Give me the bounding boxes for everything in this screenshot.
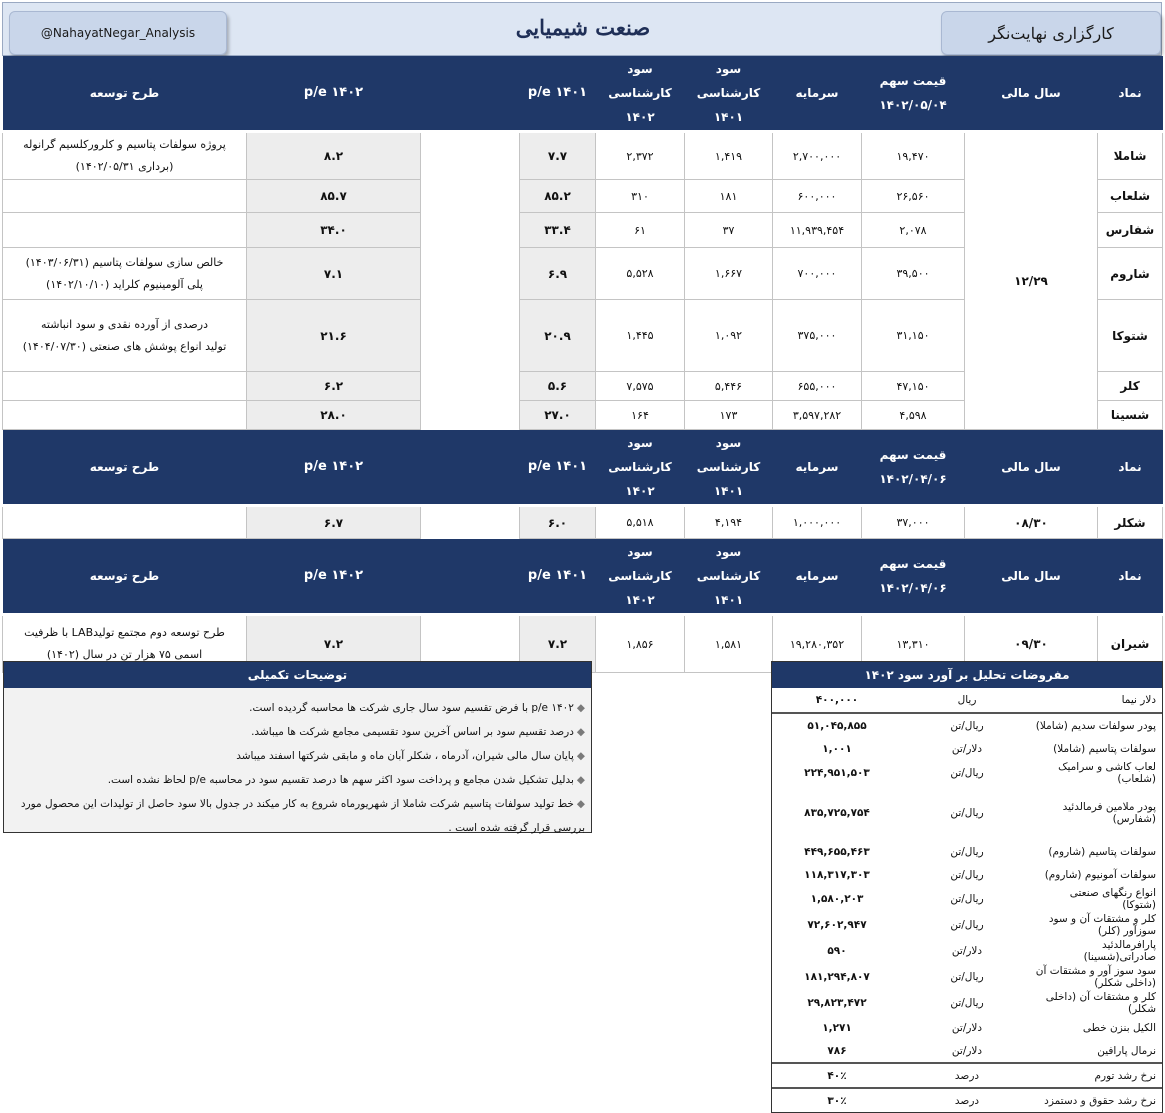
capital-cell: ۳,۵۹۷,۲۸۲ [773,401,862,430]
assumption-unit: درصد [902,1063,1032,1088]
header-line: سود کارشناسی [696,62,761,100]
header-eps-1401 [685,430,773,506]
gap-cell [421,401,520,430]
assumptions-title: مفروضات تحلیل بر آورد سود ۱۴۰۲ [772,662,1162,688]
header-line: طرح توسعه [89,86,160,100]
assumption-label: پارافرمالدئید صادراتی(شسینا) [1083,939,1156,963]
pe-1401-cell: ۵.۶ [520,372,596,401]
header-line: قیمت سهم [879,557,947,571]
header-pe-1402 [247,56,421,132]
capital-cell: ۶۰۰,۰۰۰ [773,180,862,213]
note-text: پایان سال مالی شیران، آدرماه ، شکلر آبان ماه و مابقی شرکتها اسفند میباشد [236,750,574,762]
eps-1402-cell: ۲,۳۷۲ [596,132,685,180]
table-header-row [3,56,1163,132]
eps-1402-cell: ۵,۵۲۸ [596,248,685,300]
valuation-table [2,56,1163,673]
gap-cell [421,248,520,300]
header-gap [421,539,520,615]
assumption-label: سولفات آمونیوم (شاروم) [1044,868,1156,881]
assumption-value: ۴۰٪ [772,1063,902,1088]
assumption-unit: دلار/تن [951,742,983,755]
header-gap [421,56,520,132]
header-pe-1402 [247,539,421,615]
note-text: درصد تقسیم سود بر اساس آخرین سود تقسیمی مجامع شرکت ها میباشد. [251,726,574,738]
gap-cell [421,372,520,401]
eps-1401-cell: ۱,۶۶۷ [685,248,773,300]
header-line: p/e ۱۴۰۱ [527,85,588,100]
header-line: p/e ۱۴۰۲ [303,85,364,100]
plan-cell [3,401,247,430]
header-line: سرمایه [795,569,839,583]
assumption-unit: ریال/تن [950,845,984,858]
assumption-label: نرخ رشد تورم [1032,1063,1162,1088]
note-item [10,792,585,840]
capital-cell: ۳۷۵,۰۰۰ [773,300,862,372]
plan-line: پروژه سولفات پتاسیم و کلرورکلسیم گرانوله [23,138,226,151]
bullet-icon: ◆ [576,798,585,810]
header-line: نماد [1118,86,1142,100]
header-line: سود کارشناسی [608,545,672,583]
header-line: سرمایه [795,86,839,100]
eps-1401-cell: ۳۷ [685,213,773,248]
assumption-label: پودر ملامین فرمالدئید (شفارس) [1062,801,1156,825]
header-line: ۱۴۰۲ [625,484,655,498]
symbol-cell: شکلر [1098,506,1163,539]
pe-1402-cell: ۲۸.۰ [247,401,421,430]
price-cell: ۳۱,۱۵۰ [862,300,965,372]
assumption-row [772,713,1162,737]
header-line: طرح توسعه [89,460,160,474]
plan-line: پلی آلومینیوم کلراید (۱۴۰۲/۱۰/۱۰) [46,277,203,291]
bullet-icon: ◆ [576,702,585,714]
assumption-row [772,760,1162,786]
symbol-cell: شیران [1098,615,1163,673]
assumption-label: نرخ رشد حقوق و دستمزد [1032,1088,1162,1112]
pe-1401-cell: ۲۰.۹ [520,300,596,372]
header-line: ۱۴۰۲/۰۴/۰۶ [879,581,947,595]
assumption-value: ۵۹۰ [827,945,847,957]
plan-cell [3,300,247,372]
capital-cell: ۱,۰۰۰,۰۰۰ [773,506,862,539]
assumption-value: ۱,۵۸۰,۲۰۳ [810,893,864,905]
fiscal-year-cell: ۰۹/۳۰ [965,615,1098,673]
assumption-unit: ریال/تن [950,719,984,732]
assumption-label: نرمال پارافین [1097,1044,1156,1057]
header-line: سود کارشناسی [608,62,672,100]
assumption-label: لعاب کاشی و سرامیک (شلعاب) [1058,761,1156,785]
header-eps-1401 [685,539,773,615]
header-line: p/e ۱۴۰۲ [303,568,364,583]
eps-1401-cell: ۱۸۱ [685,180,773,213]
header-fiscal-year [965,56,1098,132]
eps-1401-cell: ۱,۴۱۹ [685,132,773,180]
assumption-label: سود سوز آور و مشتقات آن (داخلی شکلر) [1035,965,1156,989]
pe-1402-cell: ۶.۷ [247,506,421,539]
pe-1401-cell: ۶.۰ [520,506,596,539]
assumption-unit: ریال/تن [950,919,984,931]
price-cell: ۲۶,۵۶۰ [862,180,965,213]
plan-line: (برداری ۱۴۰۲/۰۵/۳۱) [75,160,174,173]
assumption-label: سولفات پتاسیم (شاروم) [1048,845,1156,858]
header-line: ۱۴۰۲/۰۴/۰۶ [879,472,947,486]
header-line: p/e ۱۴۰۲ [303,459,364,474]
capital-cell: ۷۰۰,۰۰۰ [773,248,862,300]
pe-1402-cell: ۲۱.۶ [247,300,421,372]
gap-cell [421,132,520,180]
assumption-row [772,990,1162,1016]
header-line: ۱۴۰۲ [625,110,655,124]
header-capital [773,56,862,132]
header-pe-1401 [520,56,596,132]
symbol-cell: کلر [1098,372,1163,401]
header-line: سال مالی [1001,460,1061,474]
header-fiscal-year [965,430,1098,506]
assumption-row [772,1016,1162,1039]
pe-1401-cell: ۲۷.۰ [520,401,596,430]
header-fiscal-year [965,539,1098,615]
assumption-value: ۴۰۰,۰۰۰ [772,688,902,713]
price-cell: ۳۷,۰۰۰ [862,506,965,539]
symbol-cell: شاروم [1098,248,1163,300]
pe-1401-cell: ۷.۷ [520,132,596,180]
plan-cell [3,213,247,248]
assumption-unit: ریال [902,688,1032,713]
assumption-label: پودر سولفات سدیم (شاملا) [1035,719,1156,732]
header-line: نماد [1118,569,1142,583]
header-line: قیمت سهم [879,448,947,462]
assumption-value: ۱,۲۷۱ [822,1021,852,1034]
bullet-icon: ◆ [576,774,585,786]
eps-1402-cell: ۱,۴۴۵ [596,300,685,372]
header-eps-1401 [685,56,773,132]
assumption-value: ۷۲,۶۰۲,۹۴۷ [807,919,867,931]
pe-1402-cell: ۶.۲ [247,372,421,401]
symbol-cell: شفارس [1098,213,1163,248]
assumption-value: ۱۸۱,۲۹۴,۸۰۷ [804,971,870,983]
eps-1402-cell: ۷,۵۷۵ [596,372,685,401]
plan-cell [3,248,247,300]
assumption-unit: دلار/تن [951,1021,983,1034]
header-line: p/e ۱۴۰۱ [527,568,588,583]
assumption-row [772,786,1162,840]
assumption-unit: ریال/تن [950,971,984,983]
header-pe-1401 [520,539,596,615]
notes-box [3,661,592,833]
header-line: ۱۴۰۱ [713,593,744,607]
assumption-row [772,840,1162,863]
assumption-row [772,688,1162,713]
plan-cell [3,132,247,180]
gap-cell [421,180,520,213]
eps-1402-cell: ۳۱۰ [596,180,685,213]
plan-line: طرح توسعه دوم مجتمع تولیدLAB با ظرفیت [24,626,225,639]
plan-line: درصدی از آورده نقدی و سود انباشته [41,317,208,331]
pe-1401-cell: ۳۳.۴ [520,213,596,248]
header-line: قیمت سهم [879,74,947,88]
eps-1402-cell: ۵,۵۱۸ [596,506,685,539]
pe-1402-cell: ۷.۲ [247,615,421,673]
assumption-label: دلار نیما [1032,688,1162,713]
symbol-cell: شتوکا [1098,300,1163,372]
note-item [10,720,585,744]
pe-1402-cell: ۸.۲ [247,132,421,180]
assumption-value: ۲۲۴,۹۵۱,۵۰۳ [804,767,870,779]
header-symbol [1098,539,1163,615]
price-cell: ۱۹,۴۷۰ [862,132,965,180]
header-line: سود کارشناسی [696,436,761,474]
pe-1402-cell: ۳۴.۰ [247,213,421,248]
assumption-row [772,1063,1162,1088]
assumption-unit: ریال/تن [950,767,984,779]
plan-line: خالص سازی سولفات پتاسیم (۱۴۰۳/۰۶/۳۱) [25,255,224,269]
assumption-value: ۷۸۶ [827,1044,847,1057]
header-plan [3,56,247,132]
capital-cell: ۱۱,۹۳۹,۴۵۴ [773,213,862,248]
header-plan [3,430,247,506]
plan-cell [3,180,247,213]
table-row [3,506,1163,539]
assumption-label: کلر و مشتقات آن و سود سوزآور (کلر) [1048,913,1156,937]
price-cell: ۱۳,۳۱۰ [862,615,965,673]
header-band [2,2,1162,56]
header-eps-1402 [596,56,685,132]
assumption-row [772,912,1162,938]
assumption-value: ۸۳۵,۷۲۵,۷۵۴ [804,807,870,819]
header-symbol [1098,430,1163,506]
assumption-value: ۴۴۹,۶۵۵,۴۶۳ [804,845,870,858]
assumption-label: انواع رنگهای صنعتی (شتوکا) [1069,887,1156,911]
gap-cell [421,506,520,539]
note-item [10,696,585,720]
header-capital [773,539,862,615]
header-price [862,56,965,132]
fiscal-year-cell: ۰۸/۳۰ [965,506,1098,539]
assumption-row [772,964,1162,990]
assumption-value: ۱,۰۰۱ [822,742,852,755]
assumption-row [772,1039,1162,1063]
eps-1401-cell: ۱,۰۹۲ [685,300,773,372]
price-cell: ۴,۵۹۸ [862,401,965,430]
capital-cell: ۶۵۵,۰۰۰ [773,372,862,401]
table-row [3,132,1163,180]
broker-badge: کارگزاری نهایت‌نگر [941,11,1161,55]
assumption-value: ۱۱۸,۳۱۷,۳۰۳ [804,868,870,881]
assumption-value: ۵۱,۰۴۵,۸۵۵ [807,719,867,732]
assumption-label: الکیل بنزن خطی [1082,1021,1156,1034]
price-cell: ۲,۰۷۸ [862,213,965,248]
assumption-row [772,938,1162,964]
gap-cell [421,213,520,248]
assumption-label: سولفات پتاسیم (شاملا) [1053,742,1156,755]
header-symbol [1098,56,1163,132]
header-line: ۱۴۰۱ [713,484,744,498]
channel-handle: @NahayatNegar_Analysis [9,11,227,55]
notes-title: توضیحات تکمیلی [4,662,591,688]
pe-1401-cell: ۶.۹ [520,248,596,300]
capital-cell: ۱۹,۲۸۰,۳۵۲ [773,615,862,673]
table-header-row [3,539,1163,615]
header-capital [773,430,862,506]
eps-1402-cell: ۶۱ [596,213,685,248]
assumption-unit: درصد [902,1088,1032,1112]
eps-1402-cell: ۱۶۴ [596,401,685,430]
plan-cell [3,506,247,539]
note-item [10,768,585,792]
assumption-unit: دلار/تن [951,945,983,957]
header-eps-1402 [596,539,685,615]
note-text: p/e ۱۴۰۲ با فرض تقسیم سود سال جاری شرکت ها محاسبه گردیده است. [249,702,574,714]
symbol-cell: شاملا [1098,132,1163,180]
header-line: نماد [1118,460,1142,474]
header-gap [421,430,520,506]
header-price [862,539,965,615]
note-item [10,744,585,768]
pe-1401-cell: ۷.۲ [520,615,596,673]
plan-line: اسمی ۷۵ هزار تن در سال (۱۴۰۲) [46,648,203,661]
eps-1401-cell: ۱۷۳ [685,401,773,430]
page-title: صنعت شیمیایی [515,15,651,40]
eps-1401-cell: ۴,۱۹۴ [685,506,773,539]
assumption-row [772,1088,1162,1112]
header-line: طرح توسعه [89,569,160,583]
header-plan [3,539,247,615]
symbol-cell: شسینا [1098,401,1163,430]
assumptions-box [771,661,1163,1113]
gap-cell [421,300,520,372]
notes-list [4,688,591,840]
symbol-cell: شلعاب [1098,180,1163,213]
assumption-row [772,863,1162,886]
fiscal-year-cell: ۱۲/۲۹ [965,132,1098,430]
header-line: سود کارشناسی [608,436,672,474]
assumption-row [772,737,1162,760]
header-price [862,430,965,506]
bullet-icon: ◆ [576,750,585,762]
note-text: خط تولید سولفات پتاسیم شرکت شاملا از شهریورماه شروع به کار میکند در جدول بالا سود حاصل از تولیدات این محصول مورد بررسی قرار گرفته شده است . [20,798,585,834]
header-eps-1402 [596,430,685,506]
header-pe-1402 [247,430,421,506]
assumption-unit: ریال/تن [950,868,984,881]
assumption-value: ۲۹,۸۲۳,۴۷۲ [807,997,867,1009]
assumption-unit: دلار/تن [951,1044,983,1057]
assumption-value: ۳۰٪ [772,1088,902,1112]
price-cell: ۴۷,۱۵۰ [862,372,965,401]
assumption-unit: ریال/تن [950,807,984,819]
header-line: ۱۴۰۱ [713,110,744,124]
eps-1401-cell: ۵,۴۴۶ [685,372,773,401]
assumption-unit: ریال/تن [950,893,984,905]
header-line: سال مالی [1001,86,1061,100]
assumption-unit: ریال/تن [950,997,984,1009]
table-header-row [3,430,1163,506]
header-line: سود کارشناسی [696,545,761,583]
pe-1402-cell: ۸۵.۷ [247,180,421,213]
bullet-icon: ◆ [576,726,585,738]
header-line: ۱۴۰۲/۰۵/۰۴ [879,98,947,112]
header-line: p/e ۱۴۰۱ [527,459,588,474]
note-text: بدلیل تشکیل شدن مجامع و پرداخت سود اکثر سهم ها درصد تقسیم سود در محاسبه p/e لحاظ نشده است. [107,774,574,786]
pe-1401-cell: ۸۵.۲ [520,180,596,213]
assumption-label: کلر و مشتقات آن (داخلی شکلر) [1045,991,1156,1015]
header-line: ۱۴۰۲ [625,593,655,607]
header-pe-1401 [520,430,596,506]
header-line: سال مالی [1001,569,1061,583]
pe-1402-cell: ۷.۱ [247,248,421,300]
plan-cell [3,372,247,401]
assumption-row [772,886,1162,912]
eps-1402-cell: ۱,۸۵۶ [596,615,685,673]
plan-line: تولید انواع پوشش های صنعتی (۱۴۰۴/۰۷/۳۰) [22,339,227,353]
eps-1401-cell: ۱,۵۸۱ [685,615,773,673]
capital-cell: ۲,۷۰۰,۰۰۰ [773,132,862,180]
price-cell: ۳۹,۵۰۰ [862,248,965,300]
header-line: سرمایه [795,460,839,474]
